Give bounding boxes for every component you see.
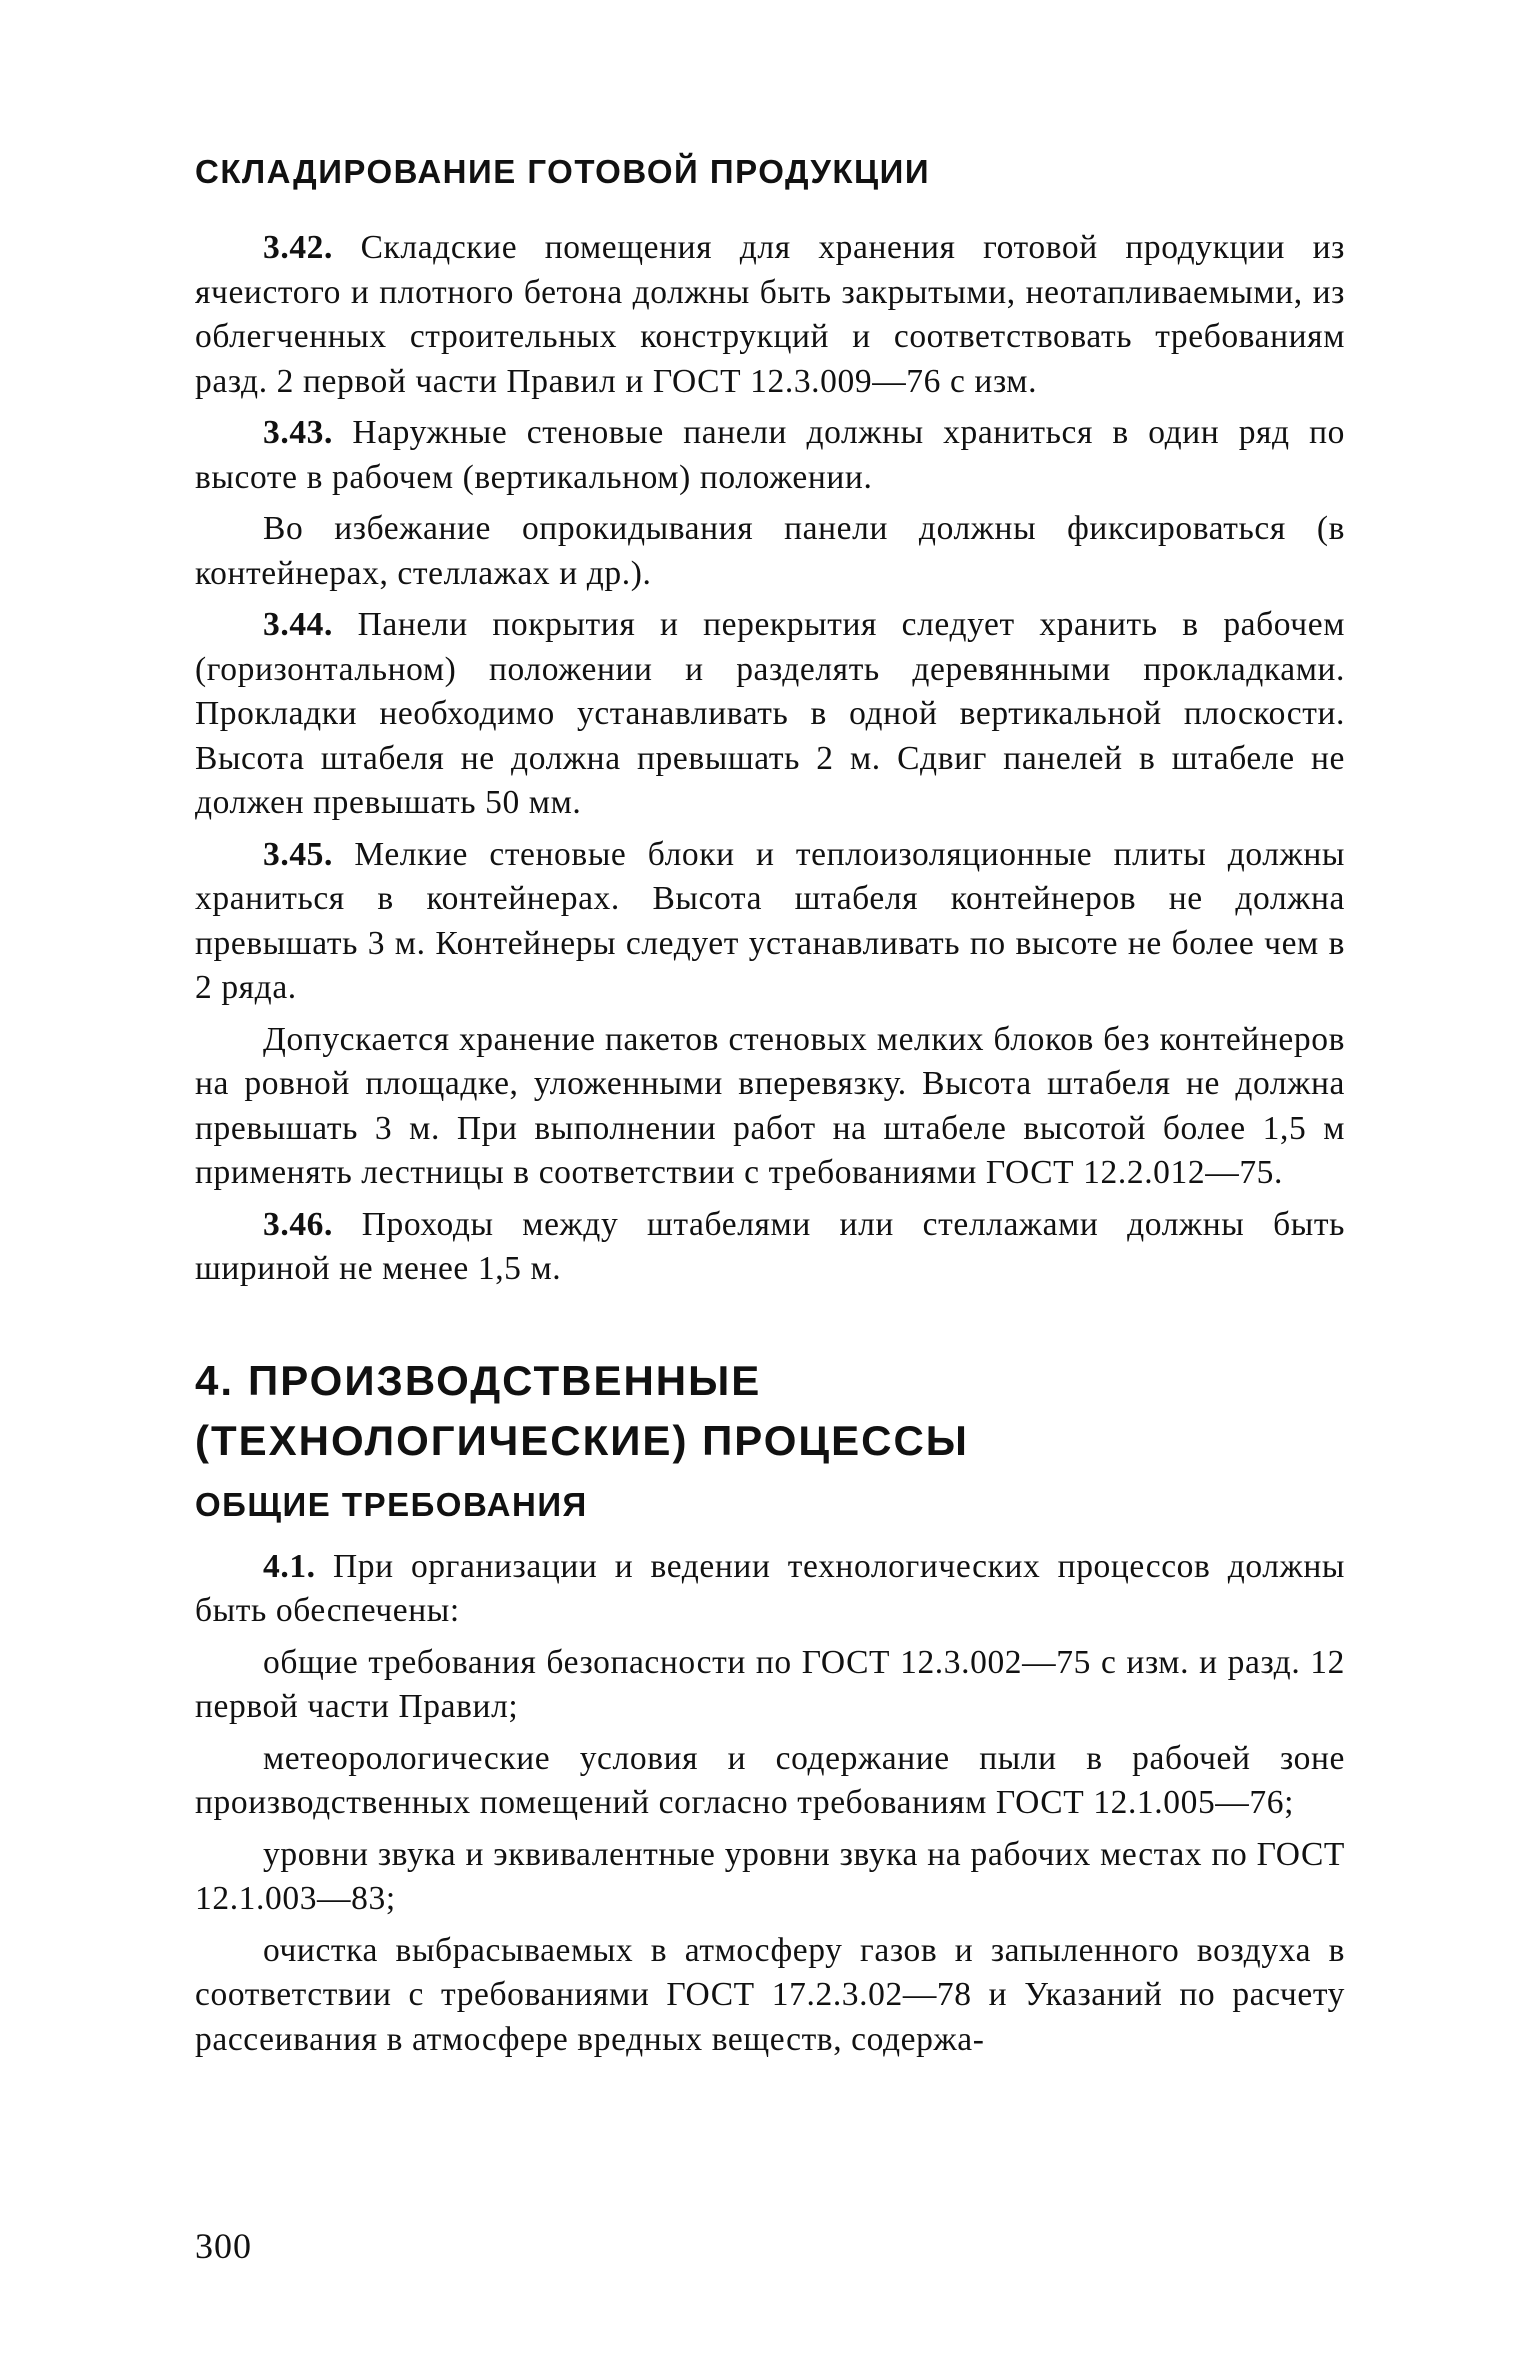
list-item-sound-levels [195,1833,1345,1922]
subheading-general-requirements: ОБЩИЕ ТРЕБОВАНИЯ [195,1485,588,1523]
chapter-title-line2: (ТЕХНОЛОГИЧЕСКИЕ) ПРОЦЕССЫ [195,1416,969,1464]
clause-number: 4.1. [263,1547,316,1585]
paragraph-3-46 [195,1203,1345,1292]
paragraph-text: Складские помещения для хранения готовой продукции из ячеистого и плотного бетона должны быть закрытыми, неотапливаемыми, из облегченных строительных конструкций и соответствовать требованиям разд. 2 первой части Правил и ГОСТ 12.3.009—76 с изм. [195,229,1345,400]
paragraph-text: метеорологические условия и содержание пыли в рабочей зоне производственных помещений согласно требованиям ГОСТ 12.1.005—76; [195,1739,1345,1821]
paragraph-3-45-cont [195,1018,1345,1196]
paragraph-3-43-cont [195,507,1345,596]
section-heading-storage: СКЛАДИРОВАНИЕ ГОТОВОЙ ПРОДУКЦИИ [195,153,931,190]
paragraph-text: Мелкие стеновые блоки и теплоизоляционные плиты должны храниться в контейнерах. Высота штабеля контейнеров не должна превышать 3 м. Контейнеры следует устанавливать по высоте не более чем в 2 ряда. [195,835,1345,1006]
document-page [195,150,1345,2069]
list-item-general-safety [195,1641,1345,1730]
paragraph-text: Наружные стеновые панели должны храниться в один ряд по высоте в рабочем (вертикальном) положении. [195,414,1345,496]
chapter-number: 4. [195,1356,235,1404]
paragraph-text: Проходы между штабелями или стеллажами должны быть шириной не менее 1,5 м. [195,1205,1345,1287]
clause-number: 3.45. [263,835,333,873]
paragraph-text: Панели покрытия и перекрытия следует хранить в рабочем (горизонтальном) положении и разделять деревянными прокладками. Прокладки необходимо устанавливать в одной вертикальной плоскости. Высота штабеля не должна превышать 2 м. Сдвиг панелей в штабеле не должен превышать 50 мм. [195,606,1345,821]
paragraph-3-42 [195,226,1345,404]
paragraph-3-45 [195,833,1345,1011]
clause-number: 3.43. [263,414,333,451]
chapter-title [195,1351,1345,1471]
paragraph-text: общие требования безопасности по ГОСТ 12.3.002—75 с изм. и разд. 12 первой части Правил; [195,1643,1345,1725]
paragraph-3-43 [195,411,1345,500]
page-number: 300 [195,2226,252,2266]
paragraph-4-1 [195,1545,1345,1634]
paragraph-text: очистка выбрасываемых в атмосферу газов и запыленного воздуха в соответствии с требованиями ГОСТ 17.2.3.02—78 и Указаний по расчету рассеивания в атмосфере вредных веществ, содержа- [195,1931,1345,2058]
paragraph-text: уровни звука и эквивалентные уровни звука на рабочих местах по ГОСТ 12.1.003—83; [195,1835,1345,1917]
list-item-gas-cleaning [195,1929,1345,2063]
list-item-meteorological [195,1737,1345,1826]
paragraph-3-44 [195,603,1345,826]
paragraph-text: При организации и ведении технологических процессов должны быть обеспечены: [195,1547,1345,1629]
paragraph-text: Во избежание опрокидывания панели должны фиксироваться (в контейнерах, стеллажах и др.). [195,510,1345,592]
clause-number: 3.44. [263,606,333,643]
clause-number: 3.42. [263,229,333,266]
paragraph-text: Допускается хранение пакетов стеновых мелких блоков без контейнеров на ровной площадке, уложенными вперевязку. Высота штабеля не должна превышать 3 м. При выполнении работ на штабеле высотой более 1,5 м применять лестницы в соответствии с требованиями ГОСТ 12.2.012—75. [195,1020,1345,1191]
clause-number: 3.46. [263,1205,333,1243]
chapter-title-line1: ПРОИЗВОДСТВЕННЫЕ [248,1356,762,1404]
